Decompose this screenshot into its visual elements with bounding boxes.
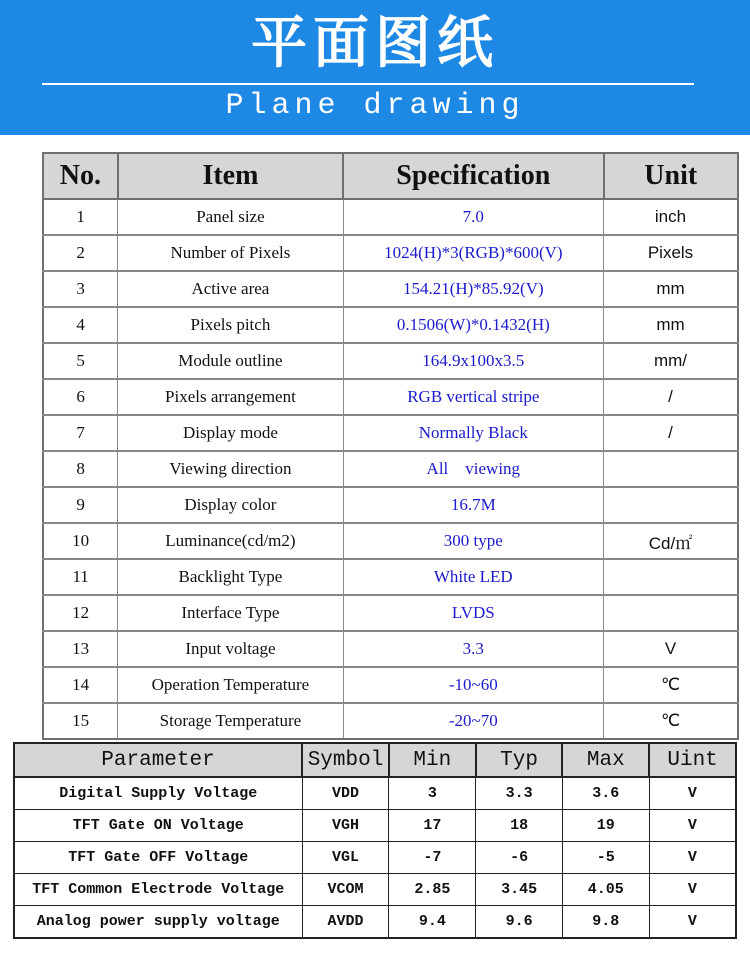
row-no: 9 [43,487,118,523]
row-spec: 0.1506(W)*0.1432(H) [343,307,603,343]
row-no: 15 [43,703,118,739]
param-min: 3 [389,777,476,810]
page-subtitle: Plane drawing [225,89,525,123]
row-spec: 300 type [343,523,603,559]
param-symbol: VCOM [302,874,389,906]
param-max: 4.05 [562,874,649,906]
row-item: Active area [118,271,343,307]
header-typ: Typ [476,743,563,777]
row-unit: / [604,379,738,415]
row-spec: 154.21(H)*85.92(V) [343,271,603,307]
row-spec: All viewing [343,451,603,487]
row-item: Number of Pixels [118,235,343,271]
table-row [43,667,738,703]
table-row [43,343,738,379]
row-spec: -10~60 [343,667,603,703]
table-row [43,595,738,631]
param-min: -7 [389,842,476,874]
header-unit: Unit [604,153,738,199]
row-item: Panel size [118,199,343,235]
table-row [14,906,736,939]
row-no: 12 [43,595,118,631]
row-spec: Normally Black [343,415,603,451]
row-no: 11 [43,559,118,595]
row-unit [604,451,738,487]
param-max: 9.8 [562,906,649,939]
table-row [14,810,736,842]
table-row [43,379,738,415]
row-item: Display mode [118,415,343,451]
row-no: 1 [43,199,118,235]
row-item: Storage Temperature [118,703,343,739]
table-row [43,199,738,235]
table-row [43,631,738,667]
param-name: TFT Gate OFF Voltage [14,842,302,874]
row-item: Operation Temperature [118,667,343,703]
row-no: 4 [43,307,118,343]
header-no: No. [43,153,118,199]
param-unit: V [649,842,736,874]
row-no: 5 [43,343,118,379]
param-symbol: VGH [302,810,389,842]
param-name: Digital Supply Voltage [14,777,302,810]
param-typ: -6 [476,842,563,874]
param-min: 2.85 [389,874,476,906]
table-row [14,874,736,906]
header-min: Min [389,743,476,777]
row-item: Luminance(cd/m2) [118,523,343,559]
row-no: 2 [43,235,118,271]
row-item: Module outline [118,343,343,379]
row-unit: Cd/㎡ [604,523,738,559]
param-typ: 3.45 [476,874,563,906]
row-no: 14 [43,667,118,703]
page-title: 平面图纸 [251,11,499,76]
param-header-row [14,743,736,777]
param-unit: V [649,906,736,939]
param-min: 17 [389,810,476,842]
param-name: Analog power supply voltage [14,906,302,939]
row-no: 7 [43,415,118,451]
param-typ: 18 [476,810,563,842]
row-spec: -20~70 [343,703,603,739]
row-unit: Pixels [604,235,738,271]
param-unit: V [649,777,736,810]
row-item: Backlight Type [118,559,343,595]
row-unit: / [604,415,738,451]
param-name: TFT Common Electrode Voltage [14,874,302,906]
row-spec: 164.9x100x3.5 [343,343,603,379]
param-min: 9.4 [389,906,476,939]
row-unit: ℃ [604,667,738,703]
header-max: Max [562,743,649,777]
row-item: Display color [118,487,343,523]
table-row [43,451,738,487]
row-item: Viewing direction [118,451,343,487]
title-divider [42,83,694,85]
row-spec: LVDS [343,595,603,631]
param-symbol: AVDD [302,906,389,939]
header-parameter: Parameter [14,743,302,777]
row-item: Input voltage [118,631,343,667]
table-row [43,415,738,451]
row-item: Pixels arrangement [118,379,343,415]
table-row [14,777,736,810]
row-unit: mm [604,271,738,307]
table-row [14,842,736,874]
table-row [43,559,738,595]
row-spec: 7.0 [343,199,603,235]
table-row [43,523,738,559]
row-spec: 1024(H)*3(RGB)*600(V) [343,235,603,271]
header-specification: Specification [343,153,603,199]
spec-header-row [43,153,738,199]
row-unit: inch [604,199,738,235]
param-symbol: VGL [302,842,389,874]
table-row [43,307,738,343]
row-spec: RGB vertical stripe [343,379,603,415]
param-typ: 9.6 [476,906,563,939]
table-row [43,487,738,523]
table-row [43,235,738,271]
row-item: Pixels pitch [118,307,343,343]
param-unit: V [649,810,736,842]
row-spec: White LED [343,559,603,595]
parameter-table [13,742,737,939]
param-max: -5 [562,842,649,874]
header-uint: Uint [649,743,736,777]
header-symbol: Symbol [302,743,389,777]
header-banner [0,0,750,135]
row-no: 8 [43,451,118,487]
header-item: Item [118,153,343,199]
row-spec: 16.7M [343,487,603,523]
row-no: 3 [43,271,118,307]
row-unit: ℃ [604,703,738,739]
param-typ: 3.3 [476,777,563,810]
table-row [43,703,738,739]
row-spec: 3.3 [343,631,603,667]
table-row [43,271,738,307]
param-unit: V [649,874,736,906]
row-unit: V [604,631,738,667]
param-max: 19 [562,810,649,842]
row-item: Interface Type [118,595,343,631]
row-no: 6 [43,379,118,415]
row-unit [604,487,738,523]
row-no: 13 [43,631,118,667]
param-symbol: VDD [302,777,389,810]
param-max: 3.6 [562,777,649,810]
row-unit [604,559,738,595]
row-unit: mm/ [604,343,738,379]
row-unit [604,595,738,631]
row-unit: mm [604,307,738,343]
row-no: 10 [43,523,118,559]
specification-table [42,152,739,740]
param-name: TFT Gate ON Voltage [14,810,302,842]
